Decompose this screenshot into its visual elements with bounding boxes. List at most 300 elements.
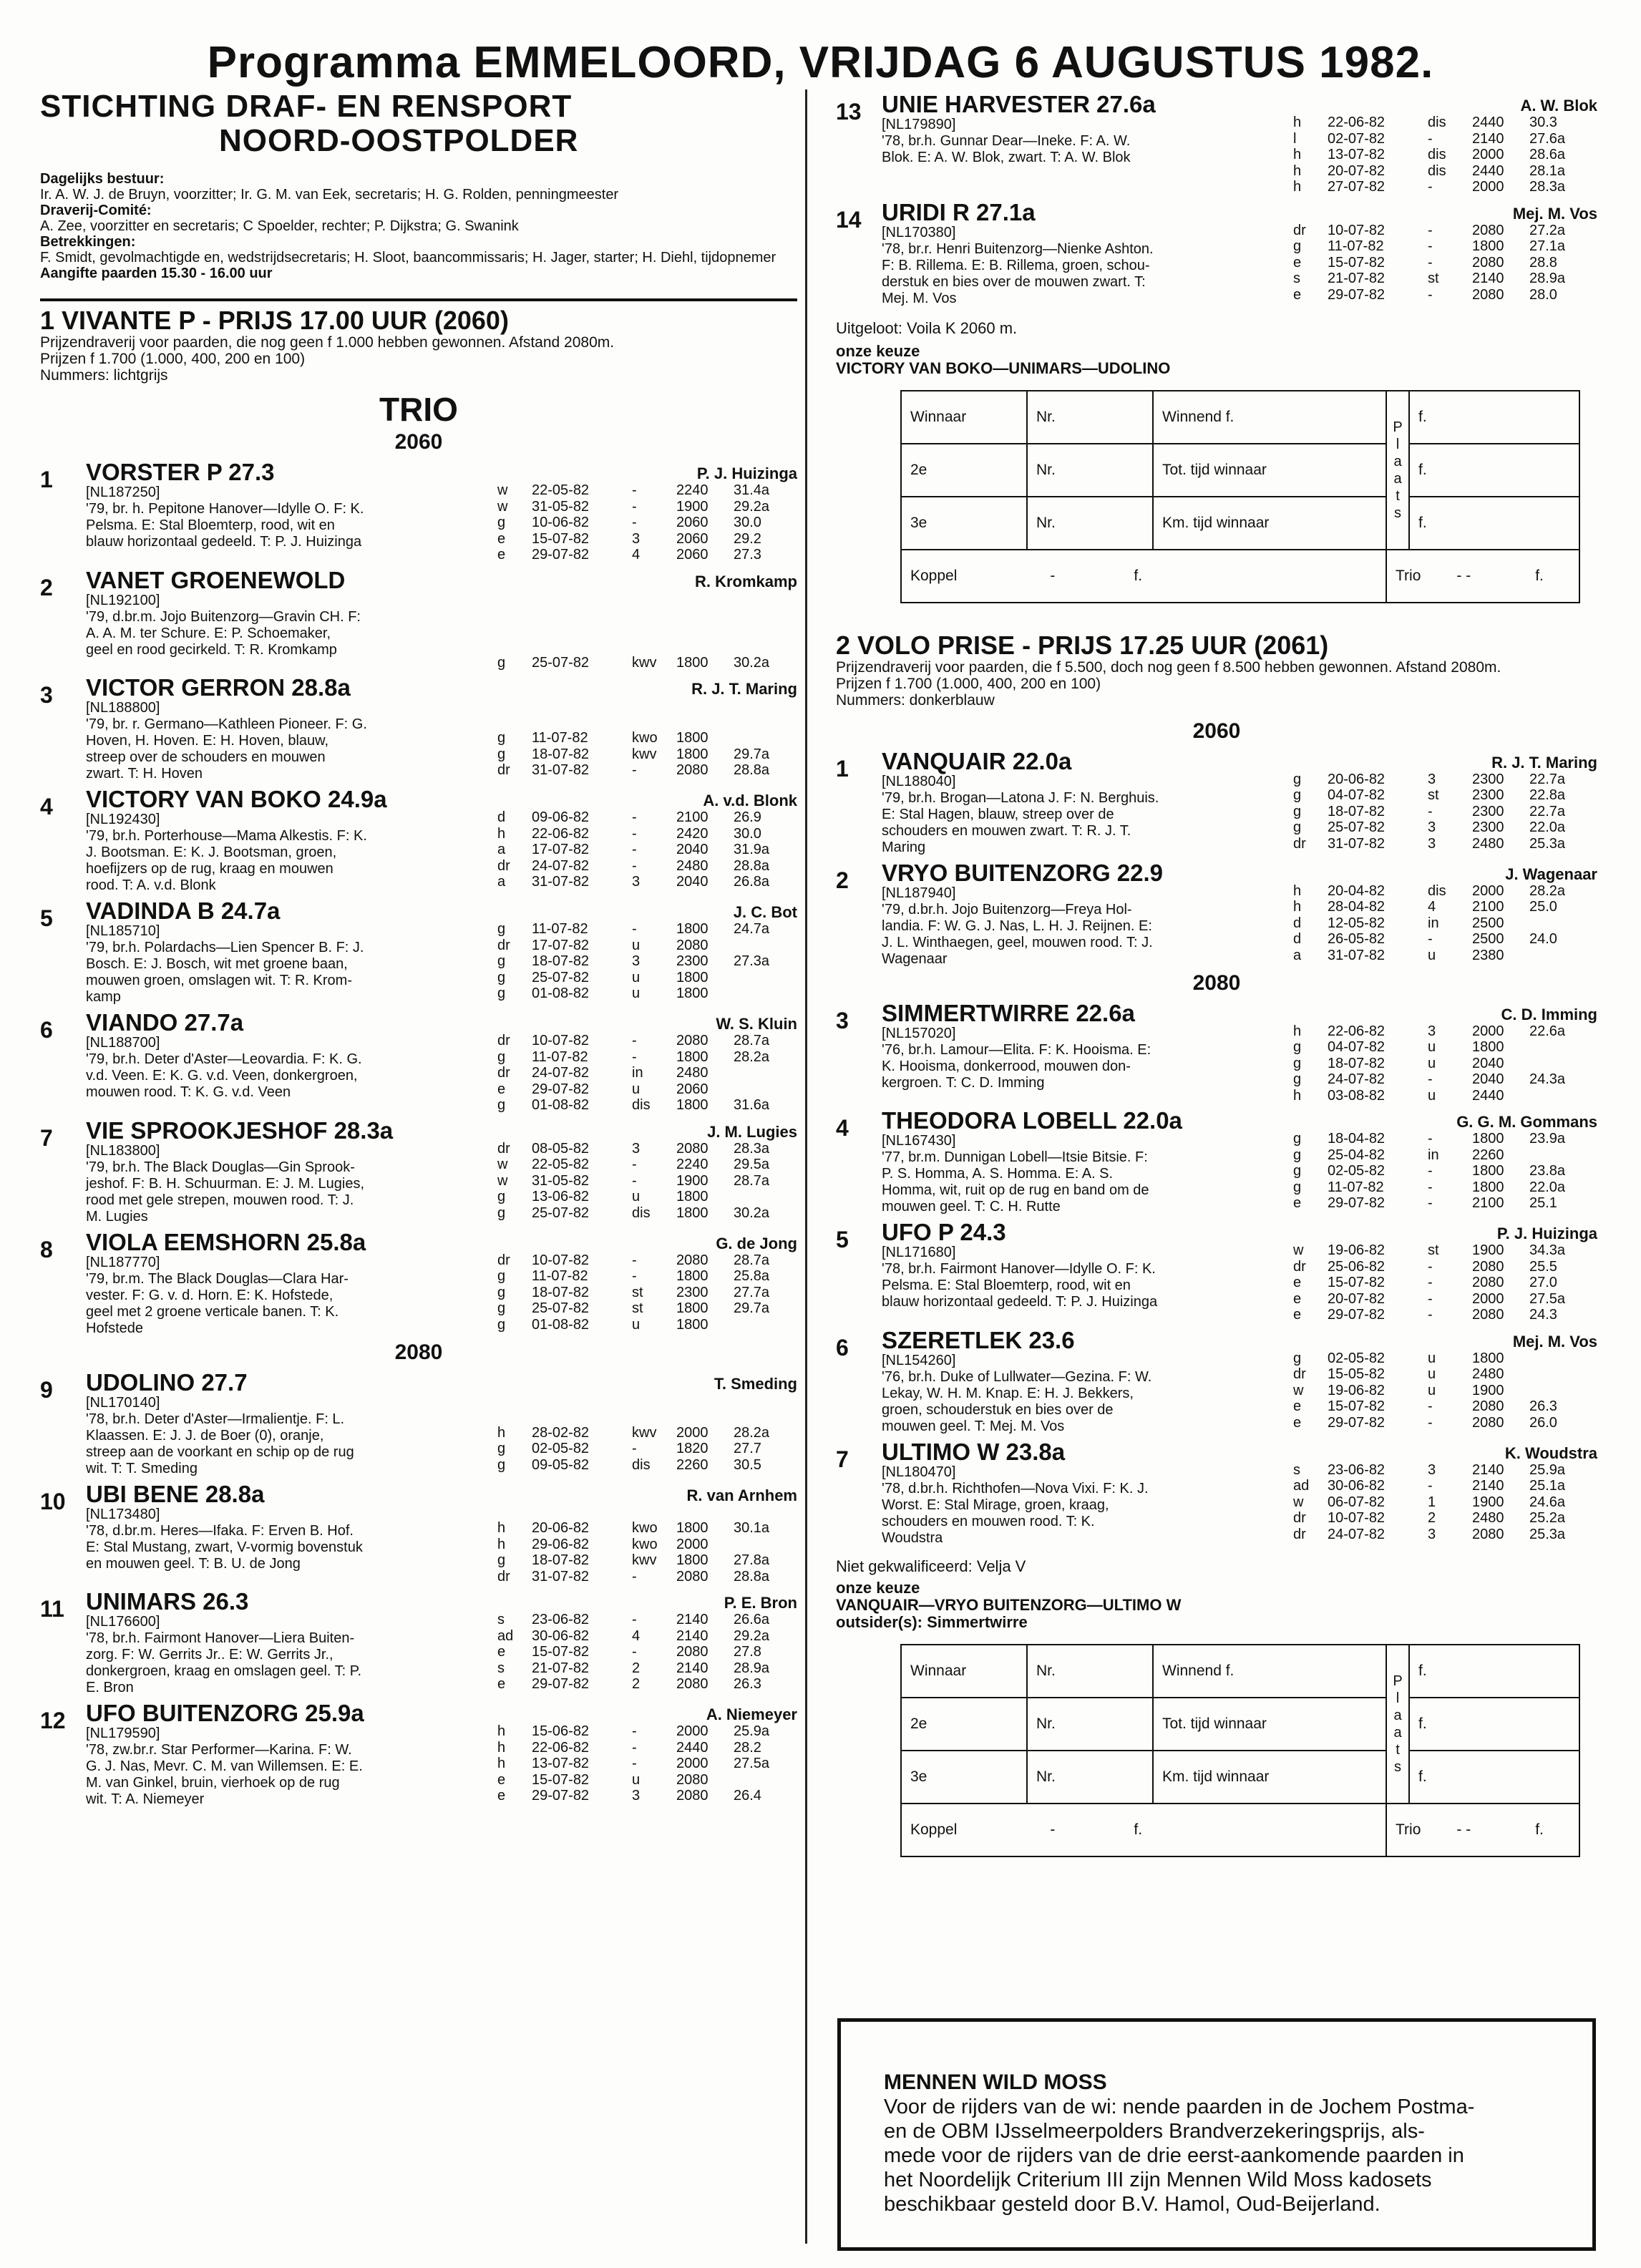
run-cell: 17-07-82 bbox=[532, 937, 590, 953]
org-title-line2: NOORD-OOSTPOLDER bbox=[219, 123, 579, 158]
run-cell: 3 bbox=[1428, 1526, 1436, 1542]
run-cell: 2140 bbox=[676, 1612, 708, 1627]
run-cell: 1900 bbox=[1472, 1382, 1504, 1398]
run-cell: dr bbox=[497, 762, 510, 778]
trainer-name: A. W. Blok bbox=[1520, 97, 1597, 115]
page-title: Programma EMMELOORD, VRIJDAG 6 AUGUSTUS 1982. bbox=[207, 38, 1434, 87]
run-cell: in bbox=[1428, 915, 1439, 931]
run-cell: st bbox=[632, 1300, 643, 1316]
entry-info bbox=[86, 1700, 497, 1808]
horse-detail: '79, br.m. The Black Douglas—Clara Har- bbox=[86, 1270, 349, 1287]
run-list bbox=[497, 1425, 797, 1474]
run-cell: 25-07-82 bbox=[532, 969, 590, 985]
trainer-name: J. M. Lugies bbox=[707, 1122, 797, 1141]
run-cell: 29-06-82 bbox=[532, 1536, 590, 1552]
run-cell: 3 bbox=[632, 1140, 641, 1157]
result-table bbox=[836, 1644, 1597, 1857]
run-cell: 1900 bbox=[676, 498, 708, 515]
run-list bbox=[497, 482, 797, 563]
run-cell: 26-05-82 bbox=[1328, 931, 1386, 947]
run-cell: 27.8a bbox=[734, 1552, 770, 1568]
run-row bbox=[1293, 1195, 1597, 1212]
run-cell: dr bbox=[497, 937, 510, 953]
run-cell: 1 bbox=[1428, 1494, 1436, 1510]
run-cell: u bbox=[1428, 1382, 1436, 1398]
run-cell: 2140 bbox=[1472, 1461, 1504, 1478]
run-cell: 18-07-82 bbox=[1328, 803, 1386, 819]
run-row bbox=[497, 842, 797, 858]
run-row bbox=[1293, 1147, 1597, 1164]
horse-detail: [NL183800] bbox=[86, 1142, 160, 1159]
run-row bbox=[497, 1033, 797, 1049]
run-cell: e bbox=[497, 547, 506, 563]
run-cell: 2100 bbox=[1472, 1195, 1504, 1211]
run-cell: kwo bbox=[632, 1536, 658, 1552]
run-cell: - bbox=[632, 1048, 637, 1065]
plaats-letter: a bbox=[1393, 1724, 1402, 1741]
run-list bbox=[497, 730, 797, 779]
run-cell: g bbox=[497, 1189, 506, 1204]
run-cell: - bbox=[632, 1568, 637, 1585]
horse-name: VIANDO 27.7a bbox=[86, 1009, 244, 1036]
horse-detail: A. A. M. ter Schure. E: P. Schoemaker, bbox=[86, 625, 331, 641]
run-row bbox=[1293, 1398, 1597, 1415]
horse-entry bbox=[40, 1010, 797, 1114]
run-cell: 29-07-82 bbox=[532, 1788, 590, 1804]
run-row bbox=[497, 1157, 797, 1173]
run-cell: g bbox=[1293, 1147, 1302, 1163]
run-cell: 22-05-82 bbox=[532, 482, 590, 498]
run-cell: 1900 bbox=[1472, 1494, 1504, 1510]
run-cell: dr bbox=[497, 1140, 510, 1157]
trainer-name: R. J. T. Maring bbox=[691, 680, 797, 698]
run-row bbox=[1293, 899, 1597, 915]
run-row bbox=[1293, 915, 1597, 932]
entry-number: 10 bbox=[40, 1488, 66, 1514]
run-cell: e bbox=[1293, 1290, 1302, 1307]
entry-info bbox=[882, 200, 1293, 307]
horse-detail: jeshof. F: B. H. Schuurman. E: J. M. Lugies, bbox=[86, 1175, 365, 1192]
run-cell: 22-05-82 bbox=[532, 1157, 590, 1172]
run-cell: w bbox=[497, 1157, 508, 1172]
run-list bbox=[1293, 1350, 1597, 1431]
run-list bbox=[497, 921, 797, 1002]
horse-detail: schouders en mouwen rood. T: K. bbox=[882, 1513, 1095, 1529]
run-cell: u bbox=[632, 1081, 641, 1097]
entry-body bbox=[86, 898, 797, 1006]
horse-detail: Hoven, H. Hoven. E: H. Hoven, blauw, bbox=[86, 733, 329, 749]
entry-info bbox=[882, 1439, 1293, 1547]
entry-number: 14 bbox=[836, 206, 862, 233]
run-cell: w bbox=[1293, 1242, 1304, 1258]
entry-number: 7 bbox=[836, 1446, 849, 1472]
run-cell: 01-08-82 bbox=[532, 1316, 590, 1333]
run-list bbox=[1293, 1462, 1597, 1543]
run-cell: kwv bbox=[632, 654, 657, 671]
run-cell: 31-07-82 bbox=[532, 1568, 590, 1585]
horse-detail: Lekay, W. H. M. Knap. E: H. J. Bekkers, bbox=[882, 1385, 1134, 1401]
run-cell: st bbox=[1428, 271, 1439, 286]
horse-name: UNIE HARVESTER 27.6a bbox=[882, 91, 1156, 117]
race1-entries bbox=[40, 459, 797, 1337]
run-list bbox=[497, 809, 797, 890]
run-row bbox=[497, 1049, 797, 1066]
run-cell: 30.0 bbox=[734, 515, 761, 530]
keuze: VICTORY VAN BOKO—UNIMARS—UDOLINO bbox=[836, 359, 1171, 377]
horse-detail: Hofstede bbox=[86, 1320, 144, 1336]
run-cell: 2080 bbox=[1472, 1307, 1504, 1323]
horse-detail: [NL180470] bbox=[882, 1464, 956, 1480]
entry-form bbox=[497, 568, 797, 671]
run-cell: 15-07-82 bbox=[1328, 1398, 1386, 1414]
entry-number: 7 bbox=[40, 1124, 53, 1151]
horse-detail: M. van Ginkel, bruin, vierhoek op de rug bbox=[86, 1775, 340, 1791]
entry-form bbox=[497, 1230, 797, 1337]
entry-info bbox=[86, 898, 497, 1006]
run-cell: 28.8 bbox=[1529, 254, 1557, 271]
distance-heading: 2060 bbox=[394, 430, 443, 454]
horse-detail: zwart. T: H. Hoven bbox=[86, 766, 203, 782]
run-cell: g bbox=[497, 1048, 506, 1065]
run-list bbox=[1293, 223, 1597, 303]
race1-desc: Prijzendraverij voor paarden, die nog geen f 1.000 hebben gewonnen. Afstand 2080m. bbox=[40, 334, 615, 351]
trio-label: Trio bbox=[1396, 567, 1421, 584]
run-cell: 27.1a bbox=[1529, 238, 1566, 254]
run-row bbox=[497, 1097, 797, 1114]
column-divider bbox=[805, 89, 807, 2244]
run-row bbox=[1293, 1462, 1597, 1479]
horse-detail: zorg. F: W. Gerrits Jr.. E: W. Gerrits Jr., bbox=[86, 1647, 333, 1663]
run-cell: 26.6a bbox=[734, 1612, 770, 1627]
run-cell: 24.0 bbox=[1529, 931, 1557, 947]
result-cell: f. bbox=[1409, 1698, 1579, 1751]
run-cell: h bbox=[1293, 179, 1302, 195]
horse-detail: geel en rood gecirkeld. T: R. Kromkamp bbox=[86, 641, 337, 658]
run-cell: - bbox=[632, 809, 637, 825]
run-row bbox=[497, 1612, 797, 1628]
run-list bbox=[1293, 772, 1597, 852]
run-cell: 08-05-82 bbox=[532, 1140, 590, 1157]
run-cell: 29.5a bbox=[734, 1157, 770, 1172]
result-cell: f. bbox=[1409, 391, 1579, 444]
run-cell: 29-07-82 bbox=[1328, 1414, 1386, 1431]
run-cell: h bbox=[1293, 899, 1302, 915]
result-cell: Km. tijd winnaar bbox=[1153, 497, 1386, 550]
run-cell: 10-07-82 bbox=[1328, 222, 1386, 238]
horse-entry bbox=[836, 1439, 1597, 1547]
run-cell: - bbox=[1428, 254, 1433, 271]
run-cell: 2080 bbox=[1472, 1275, 1504, 1290]
run-row bbox=[1293, 1415, 1597, 1431]
run-cell: 31.6a bbox=[734, 1097, 770, 1113]
entry-number: 6 bbox=[40, 1017, 53, 1043]
race1-title: 1 VIVANTE P - PRIJS 17.00 UUR (2060) bbox=[40, 306, 509, 335]
run-cell: 13-06-82 bbox=[532, 1189, 590, 1204]
entry-number: 4 bbox=[40, 794, 53, 819]
entry-form bbox=[497, 1481, 797, 1585]
run-cell: 25-07-82 bbox=[532, 654, 590, 671]
run-cell: 27.3 bbox=[734, 547, 761, 563]
run-row bbox=[497, 874, 797, 890]
horse-entry bbox=[40, 1700, 797, 1808]
run-cell: 2260 bbox=[1472, 1147, 1504, 1163]
horse-detail: '79, d.br.h. Jojo Buitenzorg—Freya Hol- bbox=[882, 901, 1132, 918]
horse-detail: '79, br.h. The Black Douglas—Gin Sprook- bbox=[86, 1159, 355, 1175]
run-cell: 30.3 bbox=[1529, 115, 1557, 130]
run-cell: 2040 bbox=[1472, 1071, 1504, 1087]
run-row bbox=[1293, 1023, 1597, 1040]
entry-form bbox=[497, 1118, 797, 1225]
run-cell: - bbox=[1428, 1131, 1433, 1147]
run-row bbox=[497, 1425, 797, 1441]
run-cell: 25.3a bbox=[1529, 835, 1566, 852]
run-cell: e bbox=[1293, 254, 1302, 271]
horse-detail: Maring bbox=[882, 839, 926, 855]
run-cell: u bbox=[632, 1316, 641, 1333]
aangifte: Aangifte paarden 15.30 - 16.00 uur bbox=[40, 266, 273, 281]
entry-body bbox=[86, 1118, 797, 1225]
result-cell: f. bbox=[1409, 497, 1579, 550]
run-cell: 2140 bbox=[676, 1627, 708, 1644]
horse-detail: '79, br.h. Deter d'Aster—Leovardia. F: K. G. bbox=[86, 1051, 362, 1067]
run-cell: 2080 bbox=[1472, 1526, 1504, 1542]
run-cell: 31.9a bbox=[734, 842, 770, 857]
horse-detail: '78, br.r. Henri Buitenzorg—Nienke Ashton. bbox=[882, 240, 1154, 257]
run-cell: 01-08-82 bbox=[532, 985, 590, 1001]
entry-body bbox=[882, 860, 1597, 968]
result-cell: f. bbox=[1409, 444, 1579, 497]
run-cell: 2000 bbox=[676, 1756, 708, 1771]
run-cell: g bbox=[497, 1552, 506, 1568]
run-cell: 2440 bbox=[1472, 1087, 1504, 1104]
run-row bbox=[497, 1552, 797, 1569]
result-cell: 2e bbox=[901, 1698, 1027, 1751]
entry-form bbox=[1293, 1439, 1597, 1547]
run-cell: g bbox=[497, 1268, 506, 1284]
run-cell: g bbox=[497, 969, 506, 985]
run-cell: 29-07-82 bbox=[1328, 1195, 1386, 1211]
horse-entry bbox=[40, 459, 797, 563]
run-row bbox=[1293, 787, 1597, 804]
koppel-f: f. bbox=[1134, 1821, 1143, 1838]
race2-title: 2 VOLO PRISE - PRIJS 17.25 UUR (2061) bbox=[836, 630, 1329, 660]
run-cell: 1800 bbox=[676, 921, 708, 937]
run-cell: 26.8a bbox=[734, 874, 770, 890]
run-list bbox=[497, 1252, 797, 1333]
run-cell: u bbox=[632, 985, 641, 1001]
run-cell: l bbox=[1293, 130, 1297, 147]
run-cell: 13-07-82 bbox=[532, 1756, 590, 1771]
entry-info bbox=[882, 860, 1293, 968]
run-cell: 2140 bbox=[1472, 271, 1504, 286]
run-row bbox=[1293, 1291, 1597, 1308]
horse-detail: G. J. Nas, Mevr. C. M. van Willemsen. E: E. bbox=[86, 1758, 363, 1774]
horse-detail: rood. T: A. v.d. Blonk bbox=[86, 877, 216, 893]
run-row bbox=[1293, 131, 1597, 147]
run-cell: 30.1a bbox=[734, 1520, 770, 1536]
run-cell: 25.9a bbox=[1529, 1461, 1566, 1478]
run-cell: g bbox=[497, 1441, 506, 1456]
run-row bbox=[1293, 1478, 1597, 1494]
run-cell: g bbox=[497, 1456, 506, 1473]
run-cell: dr bbox=[497, 1065, 510, 1081]
run-cell: 28.7a bbox=[734, 1252, 770, 1268]
entry-number: 11 bbox=[40, 1596, 64, 1622]
run-cell: - bbox=[1428, 1179, 1433, 1195]
run-cell: 21-07-82 bbox=[532, 1660, 590, 1676]
run-cell: 2080 bbox=[1472, 1414, 1504, 1431]
horse-detail: P. S. Homma, A. S. Homma. E: A. S. bbox=[882, 1166, 1114, 1182]
run-cell: - bbox=[632, 1756, 637, 1771]
horse-detail: Mej. M. Vos bbox=[882, 290, 957, 306]
horse-name: UFO BUITENZORG 25.9a bbox=[86, 1700, 364, 1726]
run-row bbox=[497, 921, 797, 938]
run-cell: 13-07-82 bbox=[1328, 147, 1386, 162]
uitgeloot: Uitgeloot: Voila K 2060 m. bbox=[836, 318, 1018, 337]
run-cell: 2040 bbox=[676, 874, 708, 890]
run-row bbox=[497, 1756, 797, 1772]
run-cell: h bbox=[497, 1756, 506, 1771]
run-cell: - bbox=[632, 857, 637, 874]
run-cell: u bbox=[1428, 1055, 1436, 1071]
run-cell: 30-06-82 bbox=[1328, 1478, 1386, 1494]
run-cell: 2480 bbox=[676, 857, 708, 874]
run-row bbox=[1293, 238, 1597, 255]
horse-detail: Woudstra bbox=[882, 1529, 943, 1546]
horse-detail: K. Hooisma, donkerrood, mouwen don- bbox=[882, 1058, 1131, 1074]
entry-info bbox=[86, 675, 497, 782]
run-cell: - bbox=[1428, 803, 1433, 819]
run-row bbox=[1293, 163, 1597, 180]
horse-detail: E: Stal Hagen, blauw, streep over de bbox=[882, 806, 1114, 822]
run-row bbox=[497, 1065, 797, 1081]
run-cell: 03-08-82 bbox=[1328, 1087, 1386, 1104]
horse-name: UFO P 24.3 bbox=[882, 1219, 1006, 1245]
run-cell: 29-07-82 bbox=[1328, 286, 1386, 303]
board-heading: Draverij-Comité: bbox=[40, 203, 152, 218]
horse-entry bbox=[40, 1230, 797, 1337]
run-cell: 1800 bbox=[676, 1520, 708, 1536]
run-cell: 2440 bbox=[1472, 115, 1504, 130]
run-row bbox=[497, 547, 797, 563]
run-cell: e bbox=[497, 1081, 506, 1097]
trainer-name: A. v.d. Blonk bbox=[703, 792, 797, 809]
entry-body bbox=[882, 1328, 1597, 1435]
run-cell: - bbox=[1428, 286, 1433, 303]
run-cell: u bbox=[1428, 1350, 1436, 1366]
run-cell: g bbox=[497, 654, 506, 671]
run-cell: 3 bbox=[1428, 1461, 1436, 1478]
run-cell: kwv bbox=[632, 1552, 657, 1568]
run-row bbox=[1293, 1366, 1597, 1383]
run-cell: 2080 bbox=[1472, 254, 1504, 271]
run-cell: 25-07-82 bbox=[532, 1204, 590, 1221]
run-cell: 22-06-82 bbox=[532, 1739, 590, 1756]
run-cell: h bbox=[1293, 162, 1302, 179]
run-cell: 2080 bbox=[676, 1771, 708, 1788]
run-cell: 27.5a bbox=[734, 1756, 770, 1771]
run-row bbox=[497, 1300, 797, 1317]
run-cell: 4 bbox=[632, 1627, 641, 1644]
run-cell: kwo bbox=[632, 1520, 658, 1536]
result-cell: f. bbox=[1409, 1751, 1579, 1804]
entry-form bbox=[1293, 1328, 1597, 1435]
run-cell: - bbox=[1428, 1307, 1433, 1323]
run-cell: 2000 bbox=[1472, 1023, 1504, 1039]
entry-number: 6 bbox=[836, 1334, 849, 1361]
plaats-letter: l bbox=[1396, 436, 1400, 452]
horse-detail: [NL171680] bbox=[882, 1245, 956, 1260]
entry-number: 2 bbox=[836, 867, 849, 893]
horse-detail: [NL185710] bbox=[86, 923, 160, 939]
run-cell: 23-06-82 bbox=[1328, 1461, 1386, 1478]
run-row bbox=[497, 1788, 797, 1804]
horse-detail: mouwen geel. T: Mej. M. Vos bbox=[882, 1418, 1065, 1434]
run-cell: - bbox=[632, 1612, 637, 1627]
horse-detail: mouwen rood. T: K. G. v.d. Veen bbox=[86, 1084, 291, 1100]
niet-gekwalificeerd: Niet gekwalificeerd: Velja V bbox=[836, 1557, 1026, 1575]
run-cell: 28.0 bbox=[1529, 286, 1557, 303]
horse-detail: '78, br.h. Fairmont Hanover—Liera Buiten- bbox=[86, 1630, 355, 1646]
run-cell: u bbox=[632, 937, 641, 953]
board-text: F. Smidt, gevolmachtigde en, wedstrijdsecretaris; H. Sloot, baancommissaris; H. Jager, starter; H. Diehl, tijdopnemer bbox=[40, 250, 776, 266]
entry-form bbox=[497, 1589, 797, 1696]
result-cell: Winnend f. bbox=[1153, 1645, 1386, 1698]
run-cell: 10-07-82 bbox=[532, 1033, 590, 1048]
result-cell: Winnaar bbox=[901, 391, 1027, 444]
run-cell: 2480 bbox=[1472, 1366, 1504, 1382]
run-row bbox=[497, 1441, 797, 1457]
run-cell: w bbox=[1293, 1382, 1304, 1398]
run-cell: h bbox=[1293, 115, 1302, 130]
run-list bbox=[497, 1141, 797, 1222]
entry-form bbox=[497, 1370, 797, 1477]
run-row bbox=[1293, 179, 1597, 195]
run-cell: 1800 bbox=[1472, 1163, 1504, 1179]
run-cell: in bbox=[632, 1065, 643, 1081]
run-cell: 2480 bbox=[1472, 1510, 1504, 1526]
run-cell: dis bbox=[1428, 147, 1446, 162]
entry-info bbox=[882, 1108, 1293, 1215]
horse-detail: vester. F: G. v. d. Horn. E: K. Hofstede, bbox=[86, 1287, 333, 1303]
run-cell: 24-07-82 bbox=[532, 857, 590, 874]
run-cell: u bbox=[632, 1771, 641, 1788]
run-cell: g bbox=[1293, 1163, 1302, 1179]
horse-detail: en mouwen geel. T: B. U. de Jong bbox=[86, 1555, 301, 1572]
horse-entry bbox=[40, 1481, 797, 1585]
horse-detail: J. Bootsman. E: K. J. Bootsman, groen, bbox=[86, 845, 337, 860]
horse-detail: J. L. Winthaegen, geel, mouwen rood. T: J. bbox=[882, 934, 1153, 950]
run-row bbox=[497, 938, 797, 954]
entry-body bbox=[882, 749, 1597, 856]
horse-detail: Klaassen. E: J. J. de Boer (0), oranje, bbox=[86, 1427, 324, 1444]
horse-detail: '78, d.br.h. Richthofen—Nova Vixi. F: K. J. bbox=[882, 1480, 1149, 1496]
run-cell: w bbox=[497, 482, 508, 498]
run-cell: - bbox=[632, 482, 637, 498]
run-row bbox=[497, 1644, 797, 1660]
run-list bbox=[497, 1612, 797, 1693]
run-cell: 04-07-82 bbox=[1328, 787, 1386, 803]
run-cell: e bbox=[1293, 1414, 1302, 1431]
run-cell: 2080 bbox=[676, 1140, 708, 1157]
run-cell: 09-05-82 bbox=[532, 1456, 590, 1473]
entry-number: 1 bbox=[836, 755, 849, 782]
run-cell: dis bbox=[632, 1204, 651, 1221]
run-cell: 28.2a bbox=[1529, 882, 1566, 899]
run-cell: u bbox=[1428, 947, 1436, 963]
run-cell: 28.6a bbox=[1529, 147, 1566, 162]
run-cell: 11-07-82 bbox=[532, 730, 588, 746]
